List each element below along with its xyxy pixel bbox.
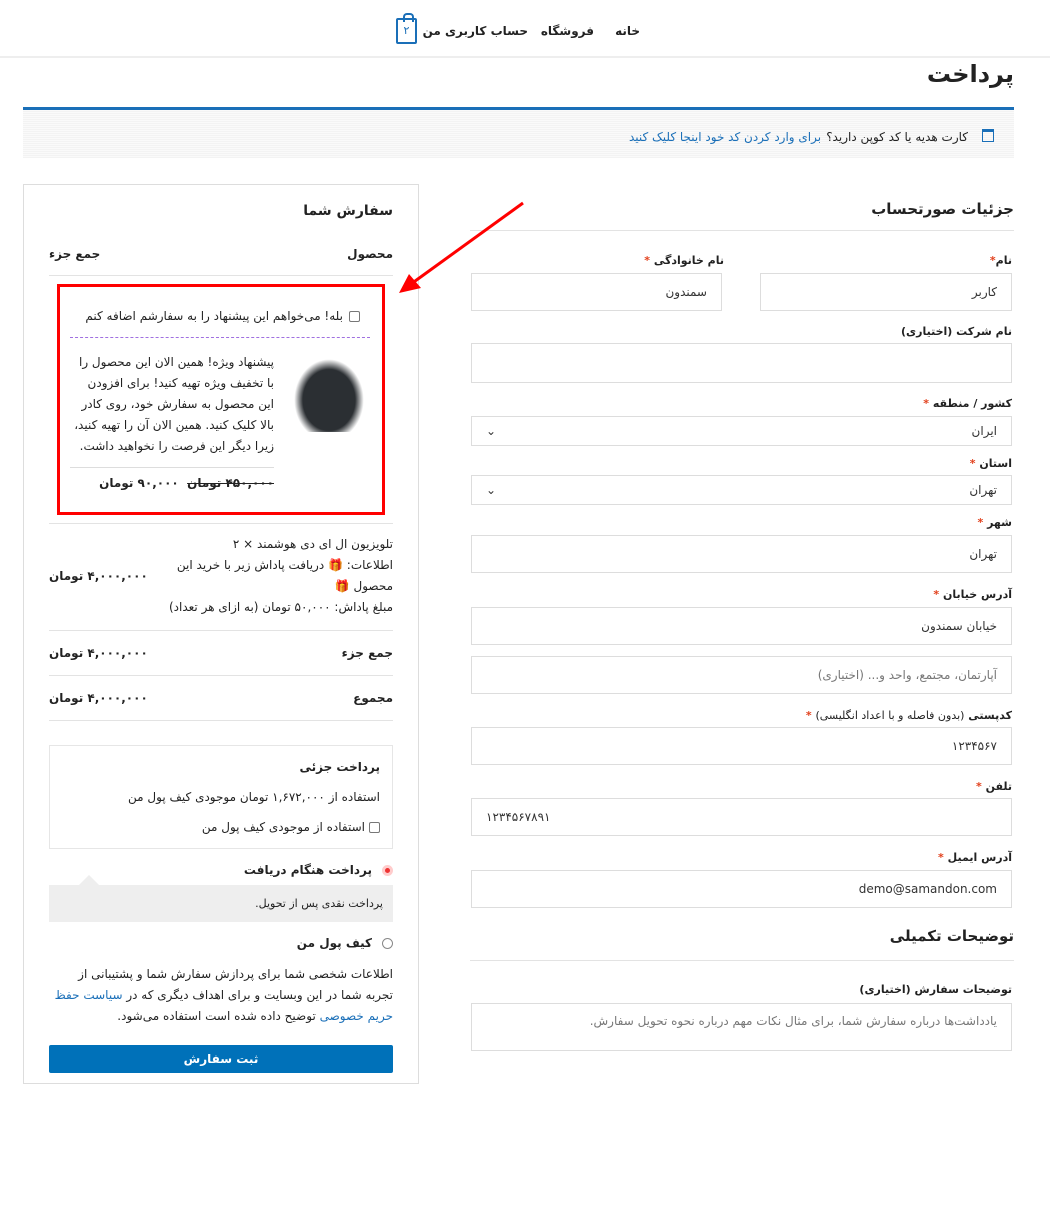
city-input[interactable]: تهران <box>471 535 1012 573</box>
total-label: مجموع <box>353 691 393 705</box>
chevron-down-icon: ⌄ <box>486 483 497 497</box>
upsell-offer-box <box>57 284 385 515</box>
col-subtotal: جمع جزء <box>49 247 101 261</box>
last-name-input[interactable]: سمندون <box>471 273 722 311</box>
gift-icon: 🎁 <box>328 558 343 572</box>
coupon-link[interactable]: برای وارد کردن کد خود اینجا کلیک کنید <box>628 130 822 144</box>
last-name-label: نام خانوادگی * <box>644 254 724 267</box>
company-input[interactable] <box>471 343 1012 383</box>
address-label: آدرس خیابان * <box>933 588 1012 601</box>
state-label: استان * <box>969 457 1012 470</box>
coupon-notice <box>23 107 1014 158</box>
top-nav <box>0 0 1050 58</box>
payment-cod[interactable]: پرداخت هنگام دریافت <box>49 863 393 877</box>
gift-icon: 🎁 <box>334 579 350 593</box>
cart-item: تلویزیون ال ای دی هوشمند × ۲ اطلاعات: 🎁 دریافت پاداش زیر با خرید این محصول 🎁 مبلغ پاداش: ۵۰,۰۰۰ تومان (به ازای هر تعداد) <box>168 537 393 614</box>
order-heading: سفارش شما <box>303 203 393 219</box>
partial-payment-box <box>49 745 393 849</box>
subtotal-label: جمع جزء <box>341 646 393 660</box>
offer-price: ۴۵۰,۰۰۰ تومان ۹۰,۰۰۰ تومان <box>99 476 274 490</box>
annotation-arrow-icon <box>395 198 530 298</box>
offer-description: پیشنهاد ویژه! همین الان این محصول را با تخفیف ویژه تهیه کنید! برای افزودن این محصول به سفارش خود، روی کادر بالا کلیک کنید. همین الان آن را تهیه کنید، زیرا دیگر این فرصت را نخواهید داشت. <box>74 355 274 453</box>
address2-input[interactable]: آپارتمان، مجتمع، واحد و... (اختیاری) <box>471 656 1012 694</box>
first-name-input[interactable]: کاربر <box>760 273 1012 311</box>
address-input[interactable]: خیابان سمندون <box>471 607 1012 645</box>
order-review-panel <box>23 184 419 1084</box>
additional-heading: توضیحات تکمیلی <box>889 927 1014 945</box>
payment-wallet[interactable]: کیف پول من <box>49 936 393 950</box>
col-product: محصول <box>347 247 393 261</box>
notes-label: توضیحات سفارش (اختیاری) <box>859 983 1012 996</box>
nav-shop[interactable]: فروشگاه <box>540 24 594 38</box>
privacy-notice: اطلاعات شخصی شما برای پردازش سفارش شما و پشتیبانی از تجربه شما در این وبسایت و برای اهداف دیگری که در سیاست حفظ حریم خصوصی توضیح داده شده است استفاده می‌شود. <box>54 967 393 1023</box>
cod-radio[interactable] <box>382 865 393 876</box>
item-price: ۴,۰۰۰,۰۰۰ تومان <box>49 569 148 583</box>
use-wallet-checkbox[interactable] <box>369 822 380 833</box>
nav-home[interactable]: خانه <box>615 24 640 38</box>
first-name-label: نام* <box>989 254 1012 267</box>
country-select[interactable]: ایران ⌄ <box>471 416 1012 446</box>
place-order-button[interactable]: ثبت سفارش <box>49 1045 393 1073</box>
partial-heading: پرداخت جزئی <box>299 760 380 774</box>
state-select[interactable]: تهران ⌄ <box>471 475 1012 505</box>
cod-description: پرداخت نقدی پس از تحویل. <box>49 885 393 922</box>
use-wallet-row[interactable]: استفاده از موجودی کیف پول من <box>62 820 380 834</box>
wallet-radio[interactable] <box>382 938 393 949</box>
nav-account[interactable]: حساب کاربری من <box>422 24 528 38</box>
subtotal-value: ۴,۰۰۰,۰۰۰ تومان <box>49 646 148 660</box>
total-value: ۴,۰۰۰,۰۰۰ تومان <box>49 691 148 705</box>
cart-icon[interactable]: ۲ <box>396 18 417 44</box>
phone-label: تلفن * <box>975 780 1012 793</box>
product-image-boots <box>288 352 370 432</box>
wallet-balance-text: استفاده از ۱,۶۷۲,۰۰۰ تومان موجودی کیف پول من <box>128 790 380 804</box>
order-notes-textarea[interactable]: یادداشت‌ها درباره سفارش شما، برای مثال نکات مهم درباره نحوه تحویل سفارش. <box>471 1003 1012 1051</box>
company-label: نام شرکت (اختیاری) <box>901 325 1012 338</box>
email-label: آدرس ایمیل * <box>938 851 1012 864</box>
privacy-policy-link[interactable]: سیاست حفظ حریم خصوصی <box>54 988 393 1023</box>
postcode-label: کدپستی (بدون فاصله و با اعداد انگلیسی) * <box>805 709 1012 722</box>
calendar-icon <box>982 129 994 142</box>
phone-input[interactable]: ۱۲۳۴۵۶۷۸۹۱ <box>471 798 1012 836</box>
city-label: شهر * <box>977 516 1012 529</box>
postcode-input[interactable]: ۱۲۳۴۵۶۷ <box>471 727 1012 765</box>
offer-checkbox-row[interactable]: بله! می‌خواهم این پیشنهاد را به سفارشم اضافه کنم <box>70 309 370 323</box>
billing-heading: جزئیات صورتحساب <box>871 200 1014 218</box>
coupon-text: کارت هدیه یا کد کوپن دارید؟ <box>826 130 968 144</box>
chevron-down-icon: ⌄ <box>486 424 497 438</box>
page-title: پرداخت <box>926 60 1014 88</box>
offer-checkbox[interactable] <box>349 311 360 322</box>
email-input[interactable]: demo@samandon.com <box>471 870 1012 908</box>
country-label: کشور / منطقه * <box>923 397 1012 410</box>
